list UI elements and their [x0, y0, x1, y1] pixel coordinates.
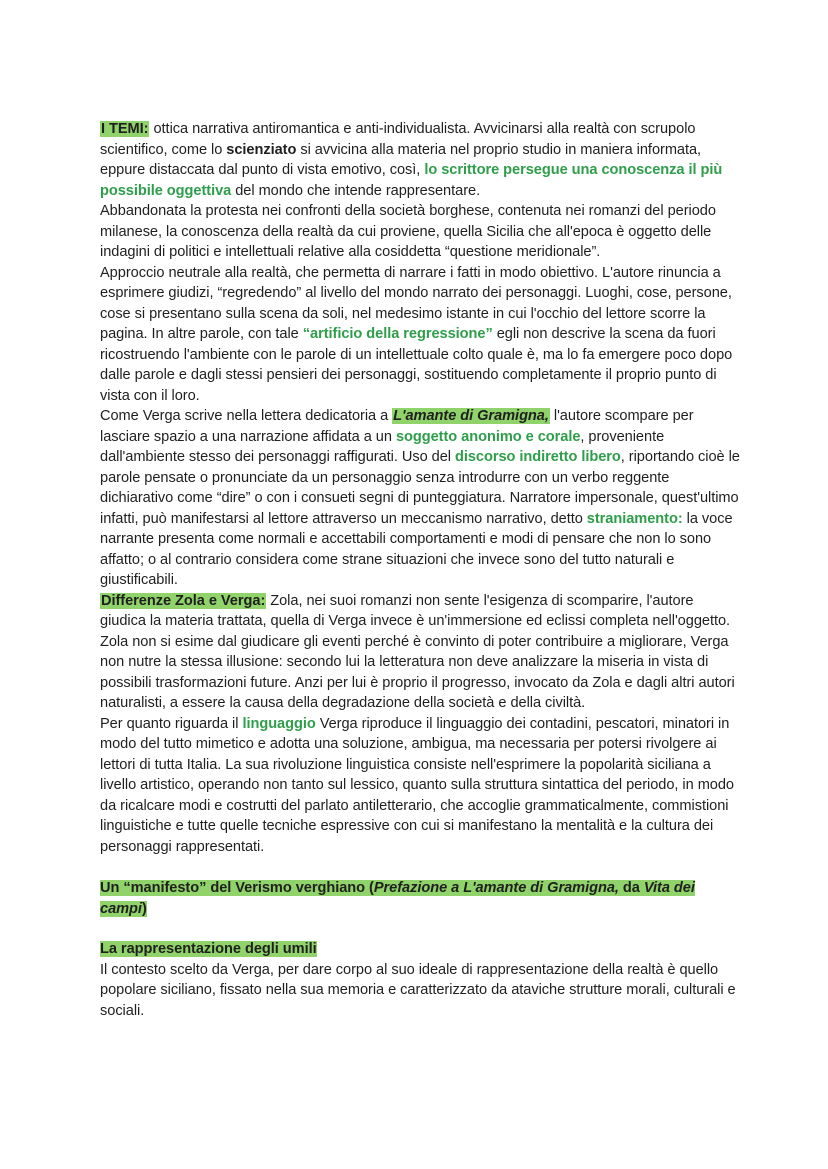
term-scienziato: scienziato — [226, 141, 297, 158]
label-differenze-zola-verga: Differenze Zola e Verga: — [101, 592, 266, 609]
section-heading-umili: La rappresentazione degli umili — [100, 941, 317, 957]
paragraph-approccio: Approccio neutrale alla realtà, che permetta di narrare i fatti in modo obiettivo. L'autore rinuncia a esprimere giudizi, “regredendo” al livello del mondo narrato dei personaggi. Luoghi, cose, persone, cose si presentano sulla scena da soli, nel medesimo istante in cui l'occhio del lettore scorre la pagina. In altre parole, con tale “artificio della regressione” egli non descrive la scena da fuori ricostruendo l'ambiente con le parole di un intellettuale colto quale è, ma lo fa emergere poco dopo dalle parole e dagli stessi pensieri dei personaggi, sostituendo completamente il proprio punto di vista con il loro. — [100, 264, 733, 404]
paragraph-differenze: Differenze Zola e Verga: Zola, nei suoi romanzi non sente l'esigenza di scomparire, l'autore giudica la materia trattata, quella di Verga invece è un'immersione ed eclissi completa nell'oggetto. — [100, 592, 731, 629]
paragraph-linguaggio: Per quanto riguarda il linguaggio Verga riproduce il linguaggio dei contadini, pescatori, minatori in modo del tutto mimetico e adotta una soluzione, ambigua, ma necessaria per potersi rivolgere ai lettori di tutta Italia. La sua rivoluzione linguistica consiste nell'esprimere la popolarità siciliana a livello artistico, operando non tanto sul lessico, quanto sulla struttura sintattica del periodo, in modo da ricalcare modi e costrutti del parlato antiletterario, che accoglie grammaticalmente, commistioni linguistiche e tutte quelle tecniche espressive con cui si manifestano la mentalità e la cultura dei personaggi rappresentati. — [100, 715, 734, 855]
paragraph-zola-giudica: Zola non si esime dal giudicare gli eventi perché è convinto di poter contribuire a migliorare, Verga non nutre la stessa illusione: secondo lui la letteratura non deve analizzare la miseria in vista di possibili trasformazioni future. Anzi per lui è proprio il progresso, invocato da Zola e dagli altri autori naturalisti, a essere la causa della degradazione della società e della civiltà. — [100, 633, 735, 711]
key-phrase-straniamento: straniamento: — [586, 510, 683, 527]
key-phrase-soggetto-anonimo: soggetto anonimo e corale — [395, 428, 581, 445]
title-amante-di-gramigna: L'amante di Gramigna, — [393, 408, 549, 424]
document-page — [100, 119, 740, 1021]
paragraph-contesto: Il contesto scelto da Verga, per dare corpo al suo ideale di rappresentazione della realtà è quello popolare siciliano, fissato nella sua memoria e caratterizzato da ataviche strutture morali, culturali e sociali. — [100, 961, 736, 1019]
section-heading-manifesto: Un “manifesto” del Verismo verghiano (Prefazione a L'amante di Gramigna, da Vita dei campi) — [100, 880, 695, 917]
paragraph-temi: I TEMI: ottica narrativa antiromantica e anti-individualista. Avvicinarsi alla realtà con scrupolo scientifico, come lo scienziato si avvicina alla materia nel proprio studio in maniera informata, eppure distaccata dal punto di vista emotivo, così, lo scrittore persegue una conoscenza il più possibile oggettiva del mondo che intende rappresentare. — [100, 121, 723, 199]
paragraph-lettera-dedicatoria: Come Verga scrive nella lettera dedicatoria a L'amante di Gramigna, l'autore scompare per lasciare spazio a una narrazione affidata a un soggetto anonimo e corale, proveniente dall'ambiente stesso dei personaggi raffigurati. Uso del discorso indiretto libero, riportando cioè le parole pensate o pronunciate da un personaggio senza introdurre con un verbo reggente dichiarativo come “dire” o con i consueti segni di punteggiatura. Narratore impersonale, quest'ultimo infatti, può manifestarsi al lettore attraverso un meccanismo narrativo, detto straniamento: la voce narrante presenta come normali e accettabili comportamenti e modi di pensare che non lo sono affatto; o al contrario considera come strane situazioni che invece sono del tutto naturali e giustificabili. — [100, 408, 740, 588]
key-phrase-artificio-regressione: “artificio della regressione” — [302, 326, 493, 342]
label-i-temi: I TEMI: — [101, 121, 149, 137]
key-phrase-conoscenza-oggettiva: lo scrittore persegue una conoscenza il più possibile oggettiva — [100, 162, 723, 199]
key-phrase-discorso-indiretto: discorso indiretto libero — [455, 449, 621, 465]
paragraph-abbandonata: Abbandonata la protesta nei confronti della società borghese, contenuta nei romanzi del periodo milanese, la conoscenza della realtà da cui proviene, quella Sicilia che all'epoca è oggetto delle indagini di politici e intellettuali relative alla cosiddetta “questione meridionale”. — [100, 203, 716, 260]
key-phrase-linguaggio: linguaggio — [242, 715, 316, 732]
